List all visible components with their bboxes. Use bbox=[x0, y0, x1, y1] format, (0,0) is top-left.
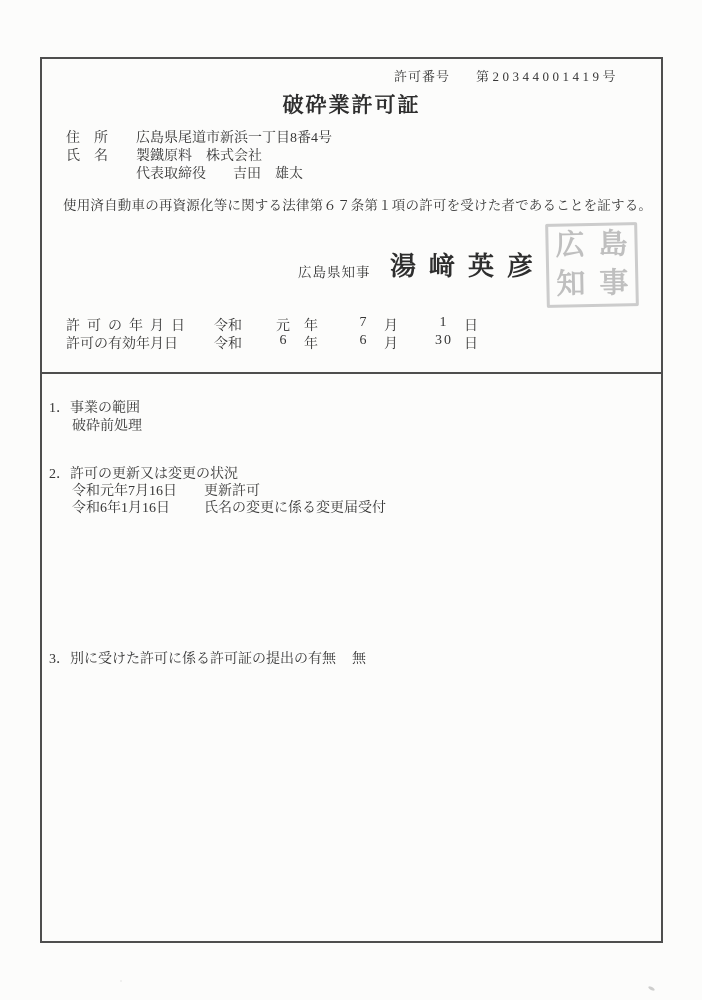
scan-artifact bbox=[648, 986, 656, 992]
scan-artifact bbox=[494, 75, 496, 77]
permit-number-value: 第20344001419号 bbox=[476, 69, 620, 84]
address-row bbox=[66, 127, 332, 145]
section-1-heading bbox=[49, 397, 140, 417]
valid-date-month: 6 bbox=[359, 333, 369, 349]
name-row bbox=[66, 145, 332, 163]
holder-block bbox=[66, 127, 332, 182]
governor-title: 広島県知事 bbox=[298, 265, 371, 280]
governor-seal-stamp bbox=[545, 222, 639, 308]
valid-date-day: 30 bbox=[435, 333, 453, 349]
year-unit: 年 bbox=[304, 337, 318, 353]
permit-number bbox=[394, 66, 619, 85]
entry-date: 令和6年1月16日 bbox=[72, 501, 170, 516]
scan-artifact bbox=[120, 980, 122, 982]
year-unit: 年 bbox=[304, 319, 318, 334]
seal-character: 事 bbox=[599, 267, 629, 300]
company-name: 製鐵原料 株式会社 bbox=[136, 149, 262, 165]
representative-indent bbox=[66, 163, 136, 181]
valid-date-year: 6 bbox=[279, 333, 289, 349]
section-3-number: 3． bbox=[49, 652, 70, 667]
representative-row bbox=[66, 163, 332, 181]
representative-title: 代表取締役 bbox=[136, 167, 206, 183]
section-3-title: 別に受けた許可に係る許可証の提出の有無 bbox=[70, 652, 336, 667]
month-unit: 月 bbox=[384, 319, 398, 334]
section-divider-line bbox=[40, 372, 661, 374]
section-1-number: 1． bbox=[49, 401, 70, 416]
entry-text: 氏名の変更に係る変更届受付 bbox=[204, 501, 386, 516]
section-2-entry bbox=[72, 497, 386, 517]
permit-date-month: 7 bbox=[359, 315, 369, 330]
governor-name: 湯﨑英彦 bbox=[390, 252, 547, 281]
valid-date-label: 許可の有効年月日 bbox=[66, 337, 178, 353]
address-value: 広島県尾道市新浜一丁目8番4号 bbox=[136, 131, 332, 146]
permit-date-row bbox=[66, 315, 504, 333]
permit-date-era: 令和 bbox=[214, 319, 242, 334]
permit-number-label: 許可番号 bbox=[394, 69, 451, 84]
section-2-number: 2． bbox=[49, 467, 70, 482]
permit-date-year: 元 bbox=[276, 319, 292, 334]
day-unit: 日 bbox=[464, 319, 478, 334]
representative-name: 吉田 雄太 bbox=[233, 167, 303, 183]
valid-date-row bbox=[66, 333, 504, 351]
document-title: 破砕業許可証 bbox=[282, 93, 421, 117]
seal-character: 知 bbox=[556, 268, 586, 301]
permit-certificate-frame bbox=[40, 57, 663, 943]
scan-artifact bbox=[360, 507, 362, 509]
certification-statement: 使用済自動車の再資源化等に関する法律第６７条第１項の許可を受けた者であることを証する。 bbox=[63, 198, 653, 213]
seal-character: 島 bbox=[598, 228, 628, 261]
entry-date: 令和元年7月16日 bbox=[72, 484, 177, 499]
permit-date-label: 許可の年月日 bbox=[66, 319, 192, 334]
section-3-answer: 無 bbox=[352, 652, 366, 667]
section-2-title: 許可の更新又は変更の状況 bbox=[70, 467, 238, 482]
valid-date-era: 令和 bbox=[214, 337, 242, 353]
seal-character: 広 bbox=[555, 229, 585, 262]
address-label: 住 所 bbox=[66, 131, 108, 146]
name-label: 氏 名 bbox=[66, 149, 108, 165]
day-unit: 日 bbox=[464, 337, 478, 353]
month-unit: 月 bbox=[384, 337, 398, 353]
entry-text: 更新許可 bbox=[204, 484, 260, 499]
section-1-detail: 破砕前処理 bbox=[72, 419, 142, 434]
section-3-row bbox=[49, 648, 649, 668]
dates-block bbox=[66, 315, 504, 352]
permit-date-day: 1 bbox=[439, 315, 449, 330]
section-1-title: 事業の範囲 bbox=[70, 401, 140, 416]
